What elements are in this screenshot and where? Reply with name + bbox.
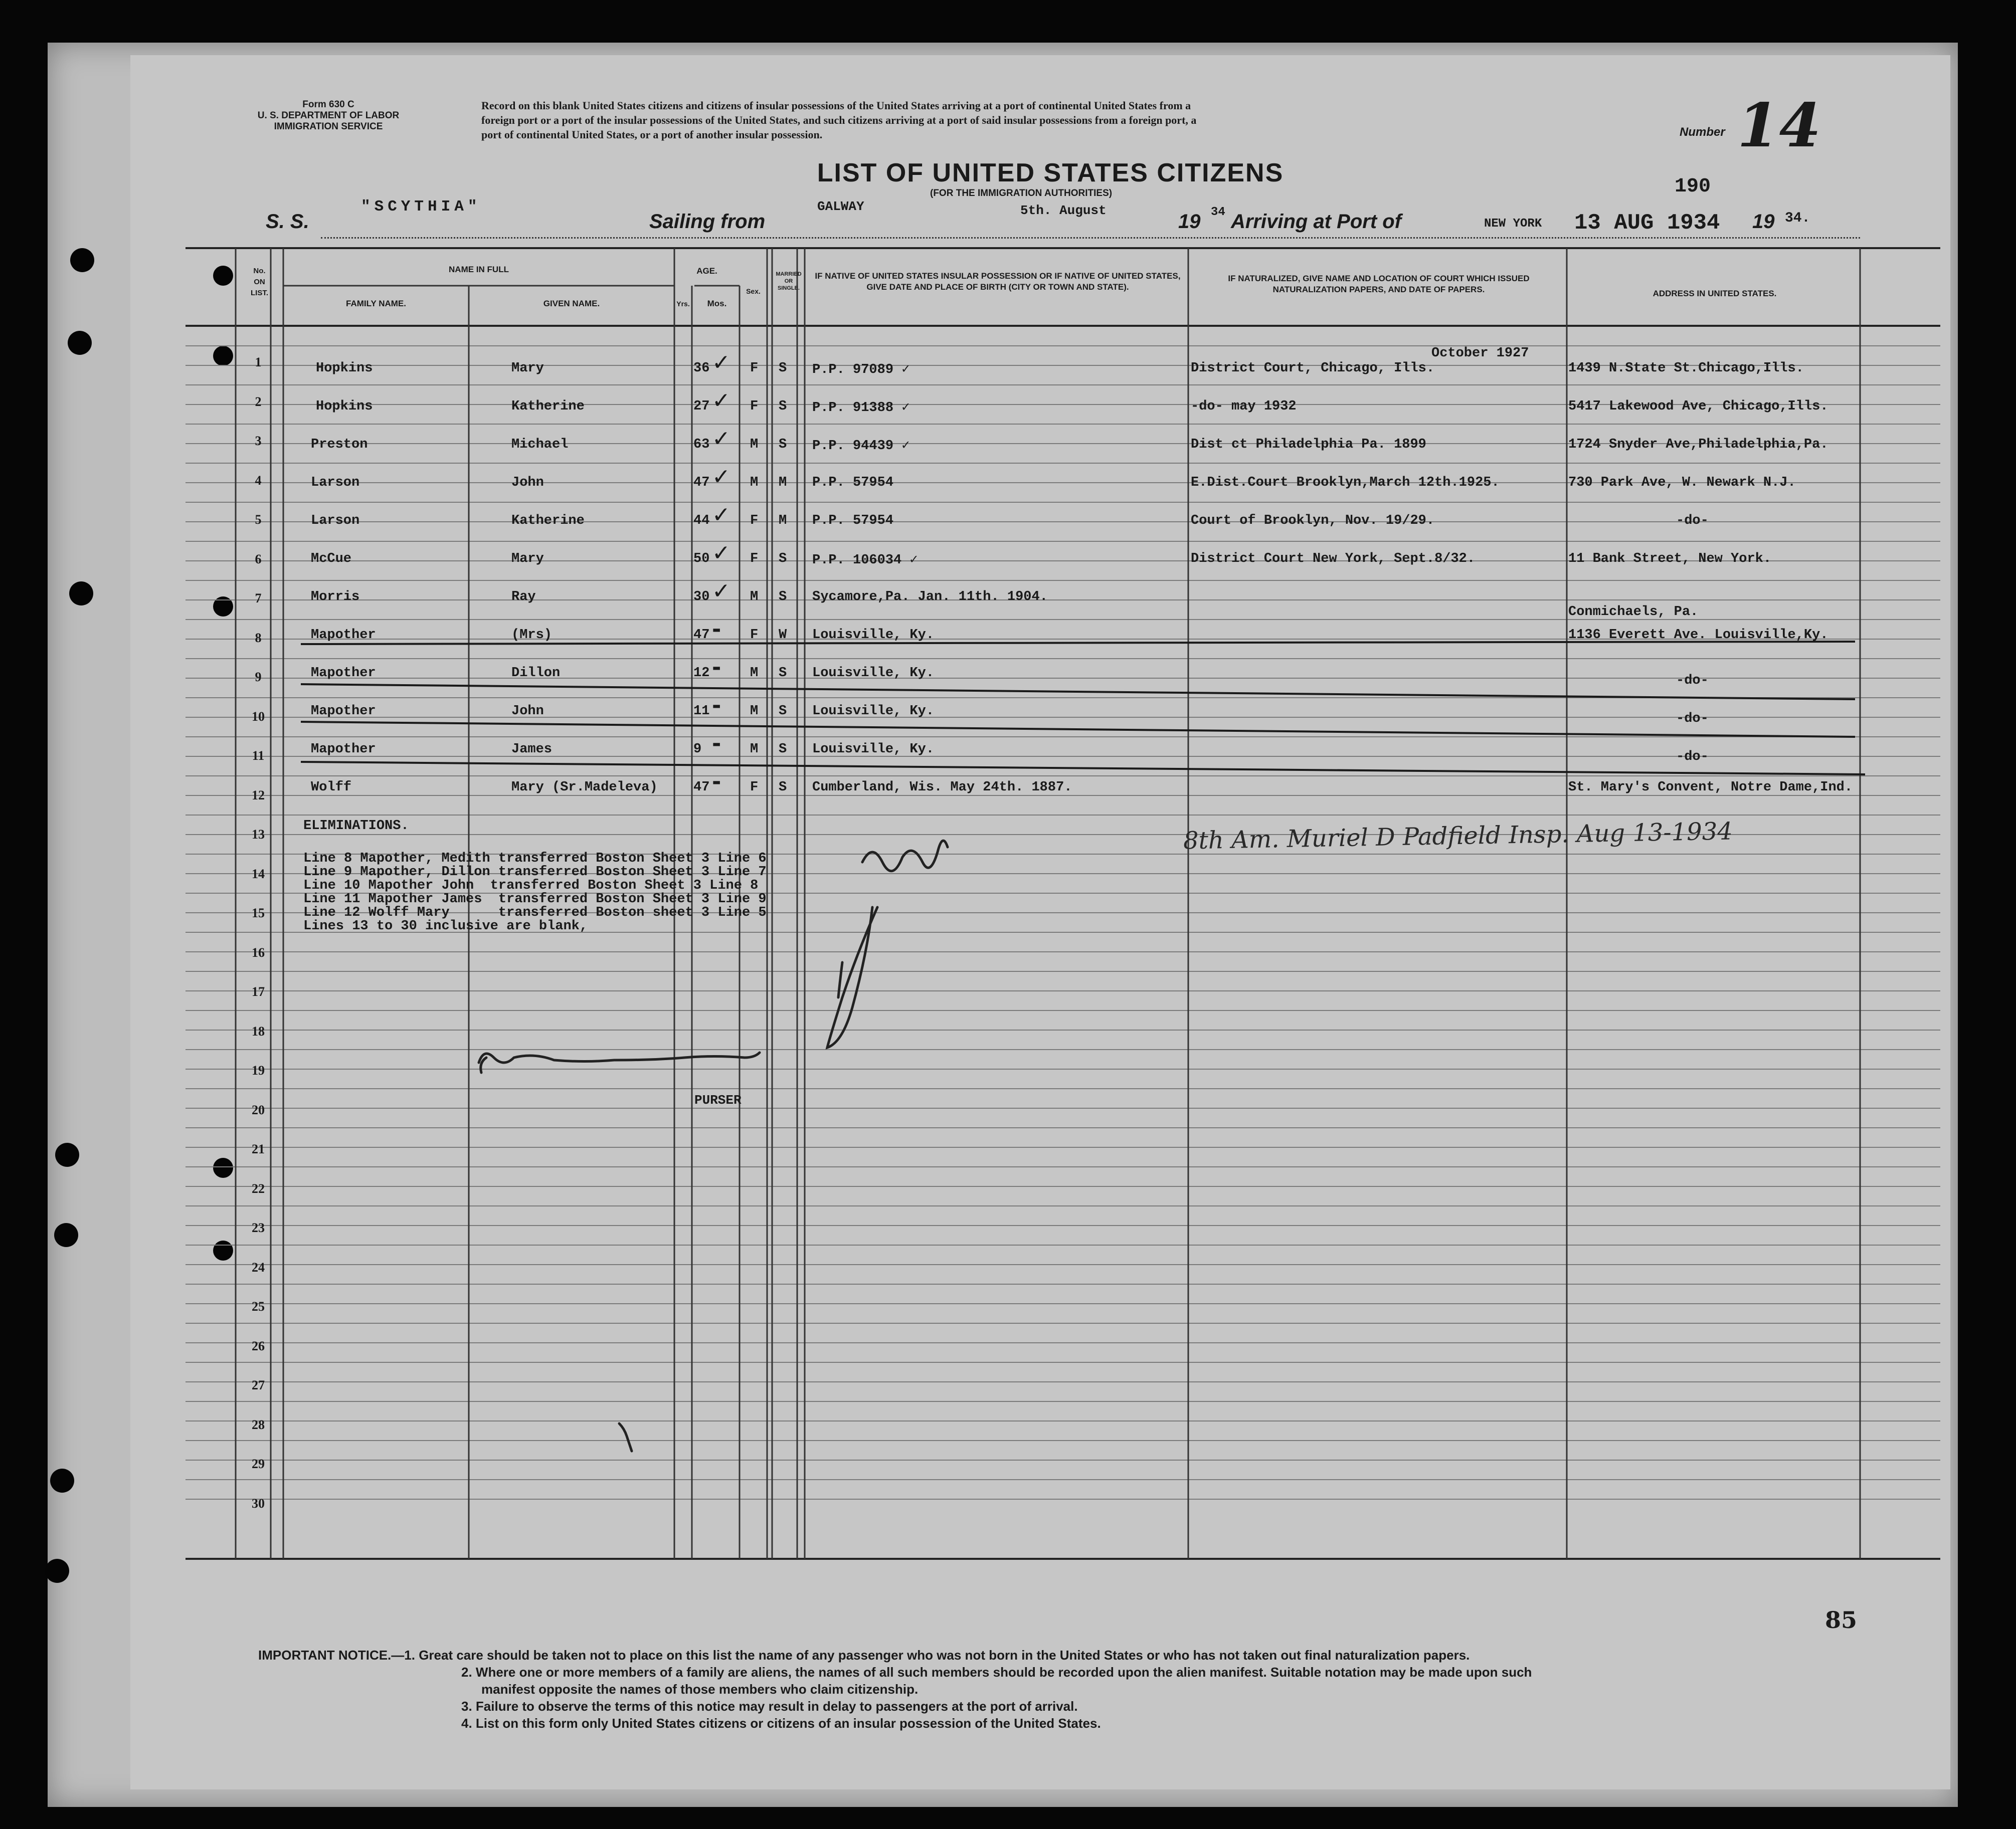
header-family-name: FAMILY NAME. bbox=[346, 299, 406, 308]
age-months-cell: - bbox=[712, 769, 721, 794]
header-address: ADDRESS IN UNITED STATES. bbox=[1653, 289, 1777, 298]
marital-status-cell: M bbox=[779, 513, 787, 528]
notice-item: —1. Great care should be taken not to place on this list the name of any passenger who was not born in the United States or who has not taken out final naturalization papers. bbox=[391, 1648, 1470, 1663]
given-name-cell: Mary (Sr.Madeleva) bbox=[511, 780, 658, 795]
eliminations-heading: ELIMINATIONS. bbox=[303, 819, 409, 834]
header-given-name: GIVEN NAME. bbox=[543, 299, 600, 308]
row-number: 1 bbox=[255, 355, 262, 369]
family-name-cell: Larson bbox=[311, 513, 360, 528]
age-months-cell: ✓ bbox=[712, 426, 730, 452]
naturalization-cell: Court of Brooklyn, Nov. 19/29. bbox=[1191, 513, 1435, 528]
family-name-cell: Wolff bbox=[311, 780, 352, 795]
naturalization-date-cell: October 1927 bbox=[1431, 346, 1529, 361]
row-number: 15 bbox=[252, 906, 265, 920]
age-months-cell: ✓ bbox=[712, 464, 730, 490]
notice-item: 3. Failure to observe the terms of this notice may result in delay to passengers at the port of arrival. bbox=[461, 1699, 1078, 1714]
age-months-cell: ✓ bbox=[712, 502, 730, 528]
notice-line-1 bbox=[258, 1647, 1888, 1664]
address-cell: 730 Park Ave, W. Newark N.J. bbox=[1568, 475, 1796, 490]
family-name-cell: Hopkins bbox=[316, 361, 373, 376]
marital-status-cell: S bbox=[779, 361, 787, 376]
age-years-cell: 47 bbox=[693, 475, 710, 490]
given-name-cell: Mary bbox=[511, 551, 544, 566]
row-number: 14 bbox=[252, 866, 265, 881]
row-number: 30 bbox=[252, 1496, 265, 1511]
family-name-cell: Mapother bbox=[311, 666, 376, 681]
notice-label: IMPORTANT NOTICE. bbox=[258, 1648, 392, 1663]
marital-status-cell: M bbox=[779, 475, 787, 490]
sex-cell: F bbox=[750, 628, 759, 643]
family-name-cell: Hopkins bbox=[316, 399, 373, 414]
birth-cell: Louisville, Ky. bbox=[812, 628, 935, 643]
age-months-cell: - bbox=[712, 617, 721, 642]
birth-cell: Louisville, Ky. bbox=[812, 704, 935, 719]
row-number: 24 bbox=[252, 1260, 265, 1275]
given-name-cell: Katherine bbox=[511, 399, 585, 414]
notice-item: manifest opposite the names of those members who claim citizenship. bbox=[481, 1682, 919, 1697]
elimination-line: Line 10 Mapother John transferred Boston Sheet 3 Line 8 bbox=[303, 878, 759, 893]
header-yrs: Yrs. bbox=[676, 300, 690, 308]
family-name-cell: Morris bbox=[311, 589, 360, 604]
sex-cell: F bbox=[750, 551, 759, 566]
row-number: 12 bbox=[252, 787, 265, 802]
family-name-cell: Mapother bbox=[311, 742, 376, 757]
sex-cell: F bbox=[750, 780, 759, 795]
row-number: 19 bbox=[252, 1063, 265, 1078]
family-name-cell: Mapother bbox=[311, 704, 376, 719]
arriving-label: Arriving at Port of bbox=[1231, 211, 1402, 233]
marital-status-cell: S bbox=[779, 780, 787, 795]
age-years-cell: 44 bbox=[693, 513, 710, 528]
address-cell: -do- bbox=[1676, 749, 1709, 764]
birth-cell: Sycamore,Pa. Jan. 11th. 1904. bbox=[812, 589, 1048, 604]
row-number: 23 bbox=[252, 1221, 265, 1235]
age-months-cell: - bbox=[712, 731, 721, 756]
birth-cell: Louisville, Ky. bbox=[812, 742, 935, 757]
age-years-cell: 12 bbox=[693, 666, 710, 681]
row-number: 11 bbox=[252, 748, 265, 763]
given-name-cell: John bbox=[511, 475, 544, 490]
family-name-cell: Preston bbox=[311, 437, 368, 452]
sex-cell: M bbox=[750, 437, 759, 452]
instruction-line: port of continental United States, or a port of another insular possession. bbox=[481, 128, 823, 141]
stamp-number: 190 bbox=[1675, 175, 1711, 198]
row-number: 13 bbox=[252, 827, 265, 842]
sex-cell: M bbox=[750, 475, 759, 490]
header-age: AGE. bbox=[696, 266, 717, 276]
row-number: 21 bbox=[252, 1142, 265, 1156]
address-cell: 1724 Snyder Ave,Philadelphia,Pa. bbox=[1568, 437, 1828, 452]
birth-cell: P.P. 57954 bbox=[812, 513, 894, 528]
age-years-cell: 27 bbox=[693, 399, 710, 414]
marital-status-cell: S bbox=[779, 399, 787, 414]
age-months-cell: - bbox=[712, 693, 721, 718]
given-name-cell: (Mrs) bbox=[511, 628, 553, 643]
page-number: 85 bbox=[1825, 1606, 1858, 1634]
page-subtitle: (FOR THE IMMIGRATION AUTHORITIES) bbox=[930, 188, 1113, 198]
given-name-cell: Mary bbox=[511, 361, 544, 376]
sex-cell: M bbox=[750, 589, 759, 604]
age-years-cell: 47 bbox=[693, 780, 710, 795]
marital-status-cell: S bbox=[779, 704, 787, 719]
given-name-cell: Katherine bbox=[511, 513, 585, 528]
age-years-cell: 36 bbox=[693, 361, 710, 376]
naturalization-cell: -do- may 1932 bbox=[1191, 399, 1297, 414]
age-years-cell: 63 bbox=[693, 437, 710, 452]
marital-status-cell: W bbox=[779, 628, 787, 643]
naturalization-cell: E.Dist.Court Brooklyn,March 12th.1925. bbox=[1191, 475, 1500, 490]
row-number: 7 bbox=[255, 591, 262, 605]
age-months-cell: ✓ bbox=[712, 578, 730, 604]
row-number: 4 bbox=[255, 473, 262, 488]
row-number: 5 bbox=[255, 512, 262, 527]
row-number: 20 bbox=[252, 1102, 265, 1117]
ss-label: S. S. bbox=[266, 211, 309, 233]
sex-cell: F bbox=[750, 399, 759, 414]
row-number: 18 bbox=[252, 1024, 265, 1039]
year2-suffix: 34. bbox=[1785, 211, 1810, 226]
number-value: 14 bbox=[1737, 90, 1821, 161]
sex-cell: M bbox=[750, 666, 759, 681]
year2-prefix: 19 bbox=[1752, 211, 1775, 233]
given-name-cell: Ray bbox=[511, 589, 536, 604]
header-naturalized: IF NATURALIZED, GIVE NAME AND LOCATION OF COURT WHICH ISSUED NATURALIZATION PAPERS, AND DATE OF PAPERS. bbox=[1228, 274, 1530, 294]
year-prefix: 19 bbox=[1178, 211, 1201, 233]
address-cell: St. Mary's Convent, Notre Dame,Ind. bbox=[1568, 780, 1853, 795]
family-name-cell: McCue bbox=[311, 551, 352, 566]
address-cell: 1439 N.State St.Chicago,Ills. bbox=[1568, 361, 1804, 376]
row-number: 29 bbox=[252, 1457, 265, 1471]
header-sex: Sex. bbox=[746, 287, 761, 295]
port-from: GALWAY bbox=[817, 199, 864, 214]
birth-cell: P.P. 94439 ✓ bbox=[812, 439, 910, 454]
row-number: 22 bbox=[252, 1181, 265, 1196]
elimination-line: Lines 13 to 30 inclusive are blank, bbox=[303, 919, 588, 934]
marital-status-cell: S bbox=[779, 437, 787, 452]
notice-item: 2. Where one or more members of a family are aliens, the names of all such members should be recorded upon the alien manifest. Suitable notation may be made upon such bbox=[461, 1665, 1532, 1680]
department: U. S. DEPARTMENT OF LABOR bbox=[257, 110, 400, 121]
birth-cell: Cumberland, Wis. May 24th. 1887. bbox=[812, 780, 1072, 795]
form-number: Form 630 C bbox=[302, 99, 354, 110]
elimination-line: Line 8 Mapother, Medith transferred Boston Sheet 3 Line 6 bbox=[303, 851, 767, 866]
inspector-note: 8th Am. Muriel D Padfield Insp. Aug 13-1934 bbox=[1183, 817, 1733, 855]
address-cell: -do- bbox=[1676, 513, 1709, 528]
row-number: 8 bbox=[255, 630, 262, 645]
age-months-cell: ✓ bbox=[712, 388, 730, 414]
birth-cell: P.P. 91388 ✓ bbox=[812, 400, 910, 416]
naturalization-cell: District Court, Chicago, Ills. bbox=[1191, 361, 1435, 376]
given-name-cell: Dillon bbox=[511, 666, 561, 681]
port-to: NEW YORK bbox=[1484, 217, 1542, 231]
header-name-in-full: NAME IN FULL bbox=[449, 265, 509, 274]
age-months-cell: ✓ bbox=[712, 350, 730, 375]
address-cell: 11 Bank Street, New York. bbox=[1568, 551, 1772, 566]
address-cell: 5417 Lakewood Ave, Chicago,Ills. bbox=[1568, 399, 1828, 414]
age-months-cell: - bbox=[712, 655, 721, 680]
birth-cell: P.P. 97089 ✓ bbox=[812, 362, 910, 377]
family-name-cell: Larson bbox=[311, 475, 360, 490]
service: IMMIGRATION SERVICE bbox=[274, 121, 383, 132]
family-name-cell: Mapother bbox=[311, 628, 376, 643]
sailing-label: Sailing from bbox=[649, 211, 766, 233]
header-no: No. ON LIST. bbox=[250, 267, 268, 297]
row-number: 28 bbox=[252, 1417, 265, 1432]
elimination-line: Line 9 Mapother, Dillon transferred Boston Sheet 3 Line 7 bbox=[303, 865, 767, 880]
marital-status-cell: S bbox=[779, 589, 787, 604]
age-years-cell: 9 bbox=[693, 742, 702, 757]
instruction-line: Record on this blank United States citizens and citizens of insular possessions of the United States arriving at a port of continental United States from a bbox=[481, 99, 1191, 112]
elimination-line: Line 12 Wolff Mary transferred Boston sheet 3 Line 5 bbox=[303, 905, 767, 920]
header-birth: IF NATIVE OF UNITED STATES INSULAR POSSESSION OR IF NATIVE OF UNITED STATES, GIVE DATE AND PLACE OF BIRTH (CITY OR TOWN AND STATE). bbox=[815, 271, 1181, 292]
header-mos: Mos. bbox=[707, 299, 727, 308]
row-number: 2 bbox=[255, 394, 262, 409]
header-married: MARRIED OR SINGLE. bbox=[776, 271, 802, 291]
sex-cell: M bbox=[750, 704, 759, 719]
naturalization-cell: Dist ct Philadelphia Pa. 1899 bbox=[1191, 437, 1426, 452]
purser-label: PURSER bbox=[694, 1093, 742, 1108]
marital-status-cell: S bbox=[779, 551, 787, 566]
arrival-stamp: 13 AUG 1934 bbox=[1574, 211, 1720, 236]
row-number: 3 bbox=[255, 434, 262, 448]
year-suffix: 34 bbox=[1211, 206, 1225, 219]
birth-cell: Louisville, Ky. bbox=[812, 666, 935, 681]
address-cell: Conmichaels, Pa. bbox=[1568, 604, 1699, 620]
row-number: 26 bbox=[252, 1338, 265, 1353]
marital-status-cell: S bbox=[779, 742, 787, 757]
elimination-line: Line 11 Mapother James transferred Boston Sheet 3 Line 9 bbox=[303, 892, 767, 907]
date-from: 5th. August bbox=[1020, 203, 1107, 218]
sex-cell: F bbox=[750, 361, 759, 376]
row-number: 25 bbox=[252, 1299, 265, 1314]
address-cell: -do- bbox=[1676, 673, 1709, 688]
row-number: 10 bbox=[252, 709, 265, 724]
row-number: 16 bbox=[252, 945, 265, 960]
sex-cell: F bbox=[750, 513, 759, 528]
marital-status-cell: S bbox=[779, 666, 787, 681]
given-name-cell: Michael bbox=[511, 437, 569, 452]
address-cell: -do- bbox=[1676, 711, 1709, 726]
birth-cell: P.P. 106034 ✓ bbox=[812, 553, 918, 568]
important-notice bbox=[258, 1647, 1888, 1732]
naturalization-cell: District Court New York, Sept.8/32. bbox=[1191, 551, 1476, 566]
address-cell: 1136 Everett Ave. Louisville,Ky. bbox=[1568, 628, 1828, 643]
age-years-cell: 11 bbox=[693, 704, 710, 719]
given-name-cell: John bbox=[511, 704, 544, 719]
ship-name: "SCYTHIA" bbox=[361, 198, 481, 216]
age-years-cell: 50 bbox=[693, 551, 710, 566]
age-years-cell: 47 bbox=[693, 628, 710, 643]
number-label: Number bbox=[1680, 125, 1725, 139]
sex-cell: M bbox=[750, 742, 759, 757]
age-months-cell: ✓ bbox=[712, 540, 730, 566]
age-years-cell: 30 bbox=[693, 589, 710, 604]
page-title: LIST OF UNITED STATES CITIZENS bbox=[817, 158, 1284, 187]
row-number: 9 bbox=[255, 670, 262, 684]
row-number: 27 bbox=[252, 1378, 265, 1392]
instruction-line: foreign port or a port of the insular possessions of the United States, and such citizens arriving at a port of said insular possessions from a foreign port, a bbox=[481, 114, 1197, 126]
given-name-cell: James bbox=[511, 742, 553, 757]
birth-cell: P.P. 57954 bbox=[812, 475, 894, 490]
notice-item: 4. List on this form only United States citizens or citizens of an insular possession of the United States. bbox=[461, 1716, 1101, 1731]
row-number: 17 bbox=[252, 984, 265, 999]
row-number: 6 bbox=[255, 551, 262, 566]
